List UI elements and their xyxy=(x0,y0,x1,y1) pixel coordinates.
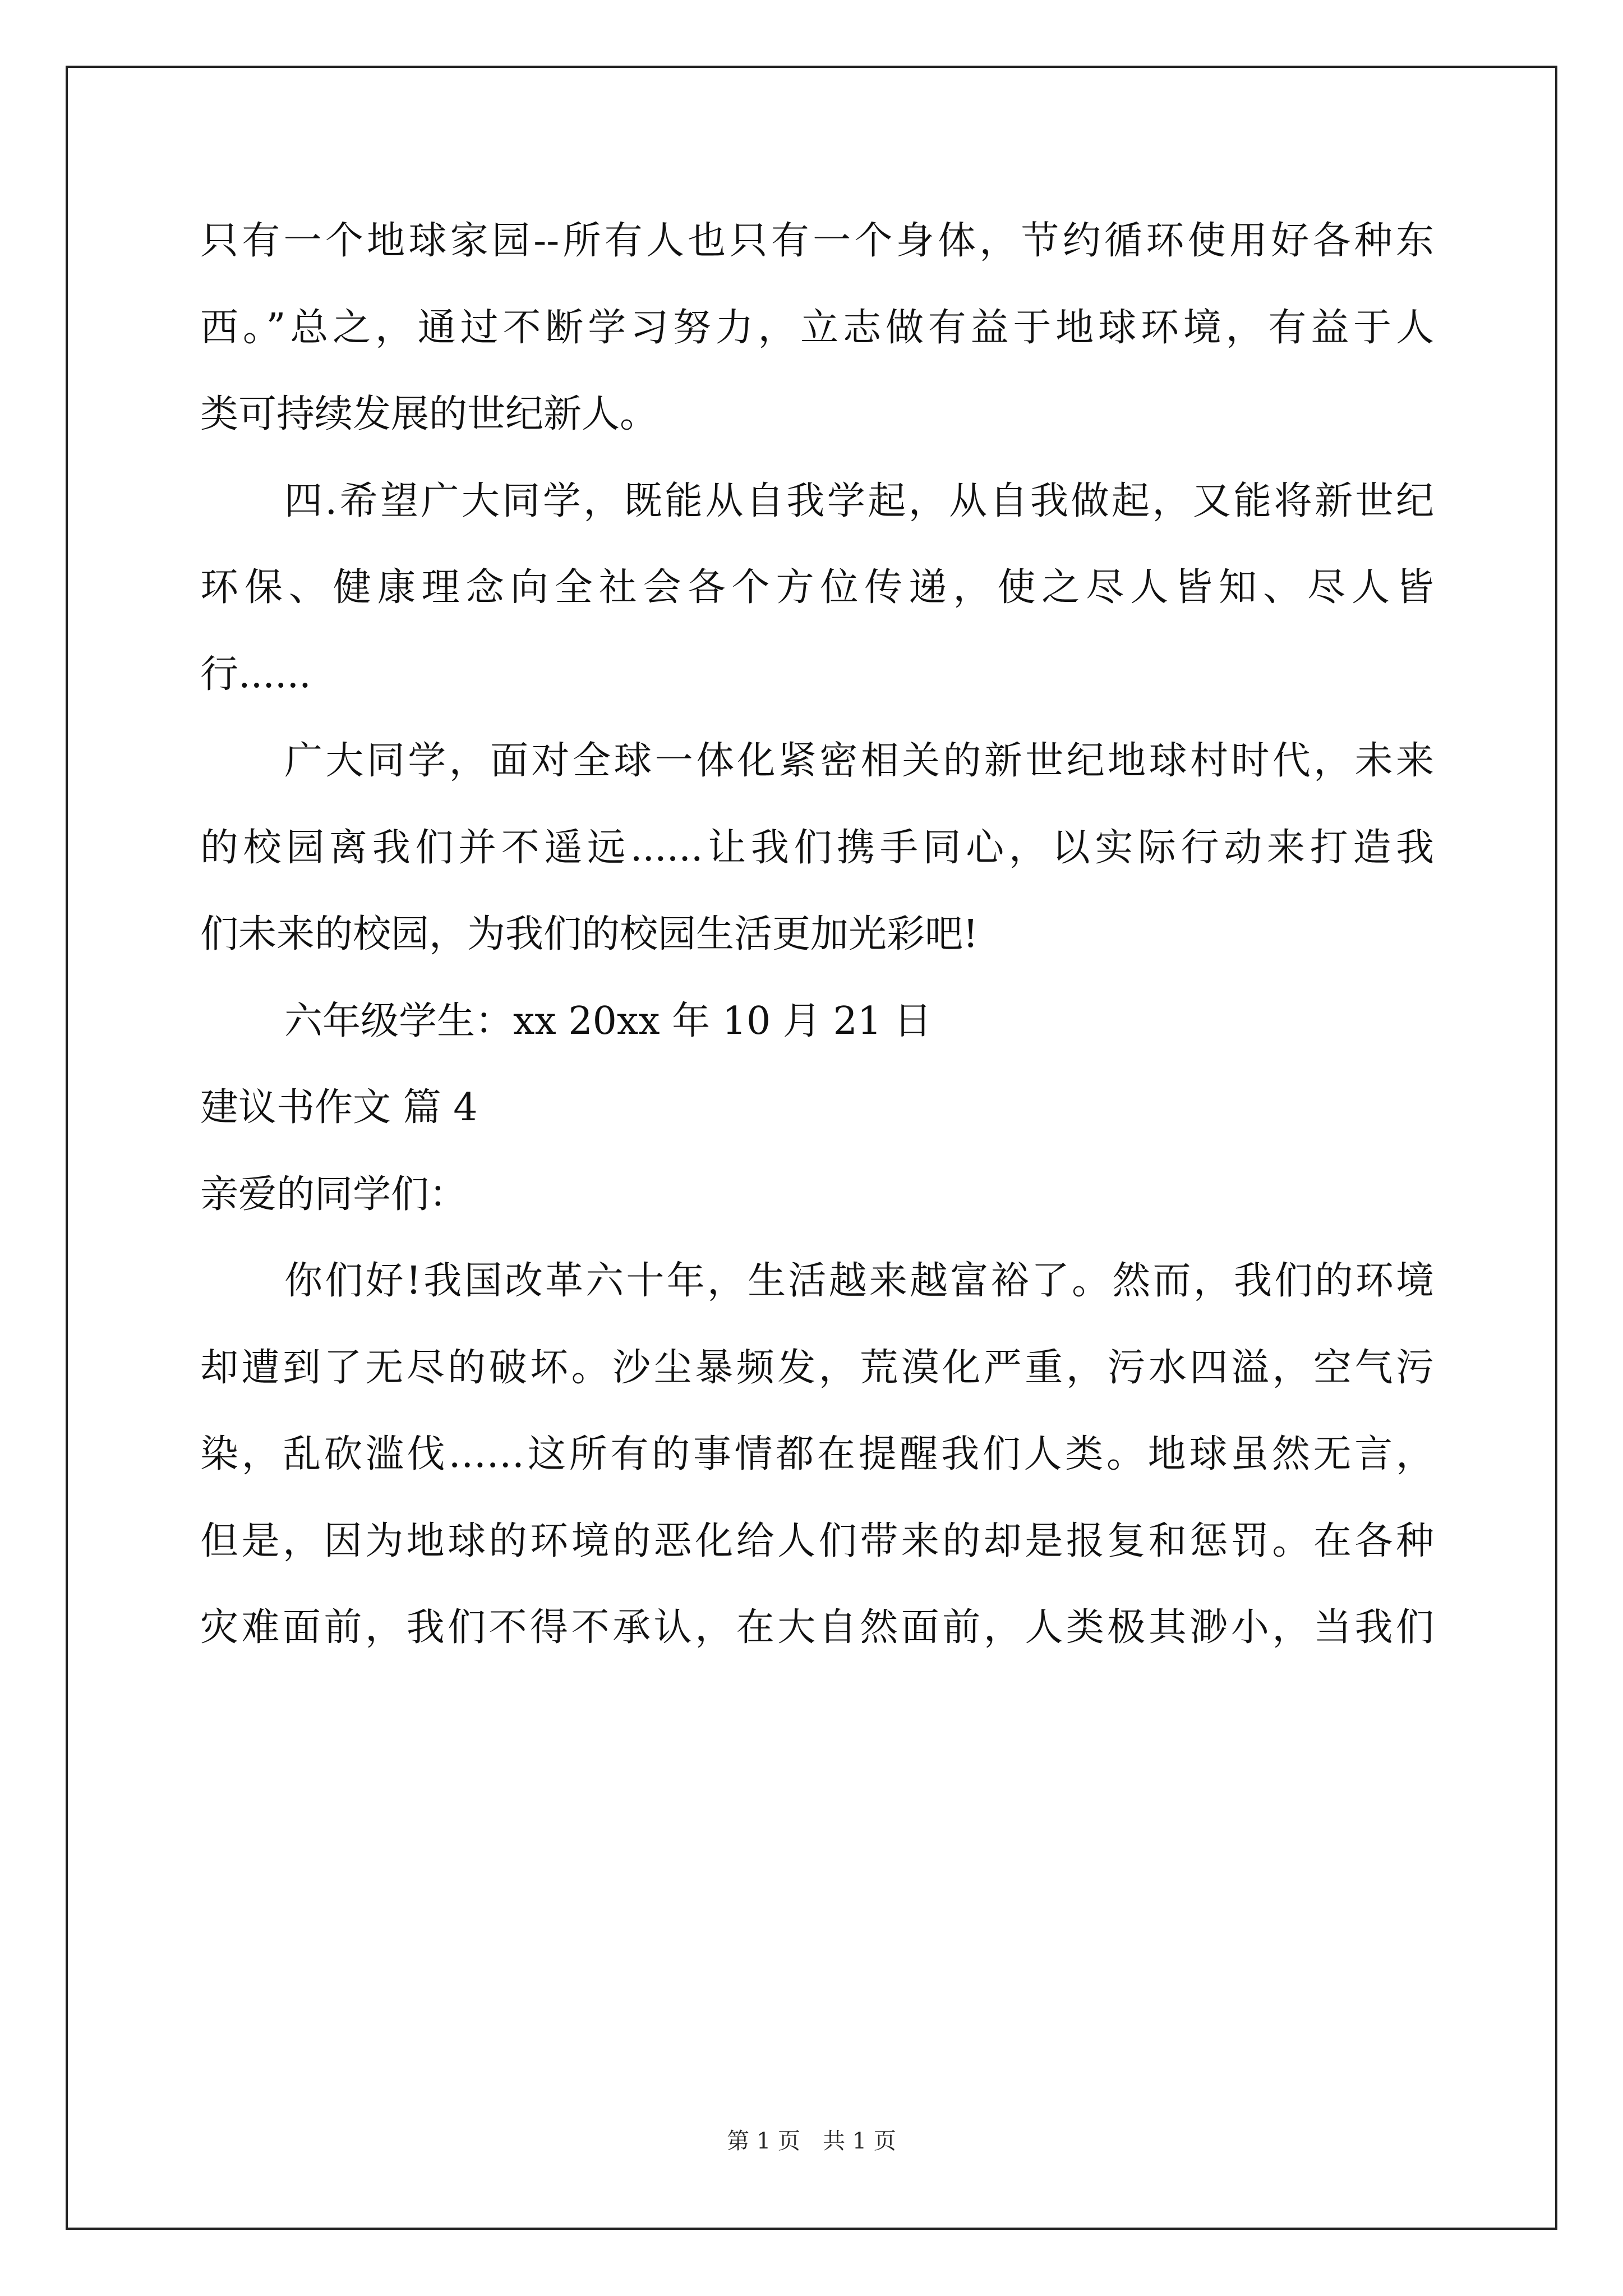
page-footer: 第 1 页 共 1 页 xyxy=(727,2128,896,2154)
signature-line: 六年级学生：xx 20xx 年 10 月 21 日 xyxy=(284,999,932,1043)
paragraph-line: 西。”总之，通过不断学习努力，立志做有益于地球环境，有益于人 xyxy=(200,306,1434,350)
section-heading: 建议书作文 篇 4 xyxy=(200,1085,478,1130)
paragraph-line: 但是，因为地球的环境的恶化给人们带来的却是报复和惩罚。在各种 xyxy=(200,1519,1434,1563)
paragraph-line: 却遭到了无尽的破坏。沙尘暴频发，荒漠化严重，污水四溢，空气污 xyxy=(200,1346,1434,1390)
paragraph-line: 你们好!我国改革六十年，生活越来越富裕了。然而，我们的环境 xyxy=(284,1259,1434,1303)
salutation: 亲爱的同学们： xyxy=(200,1172,468,1217)
paragraph-line: 灾难面前，我们不得不承认，在大自然面前，人类极其渺小，当我们 xyxy=(200,1605,1434,1650)
paragraph-line: 们未来的校园，为我们的校园生活更加光彩吧! xyxy=(200,912,979,956)
paragraph-line: 染，乱砍滥伐……这所有的事情都在提醒我们人类。地球虽然无言， xyxy=(200,1432,1434,1476)
paragraph-line: 只有一个地球家园--所有人也只有一个身体，节约循环使用好各种东 xyxy=(200,219,1434,263)
paragraph-line: 四.希望广大同学，既能从自我学起，从自我做起，又能将新世纪 xyxy=(284,479,1434,523)
paragraph-line: 环保、健康理念向全社会各个方位传递，使之尽人皆知、尽人皆 xyxy=(200,565,1434,610)
paragraph-line: 类可持续发展的世纪新人。 xyxy=(200,392,658,436)
paragraph-line: 的校园离我们并不遥远......让我们携手同心，以实际行动来打造我 xyxy=(200,826,1434,870)
paragraph-line: 广大同学，面对全球一体化紧密相关的新世纪地球村时代，未来 xyxy=(284,739,1434,783)
paragraph-line: 行...... xyxy=(200,652,311,697)
